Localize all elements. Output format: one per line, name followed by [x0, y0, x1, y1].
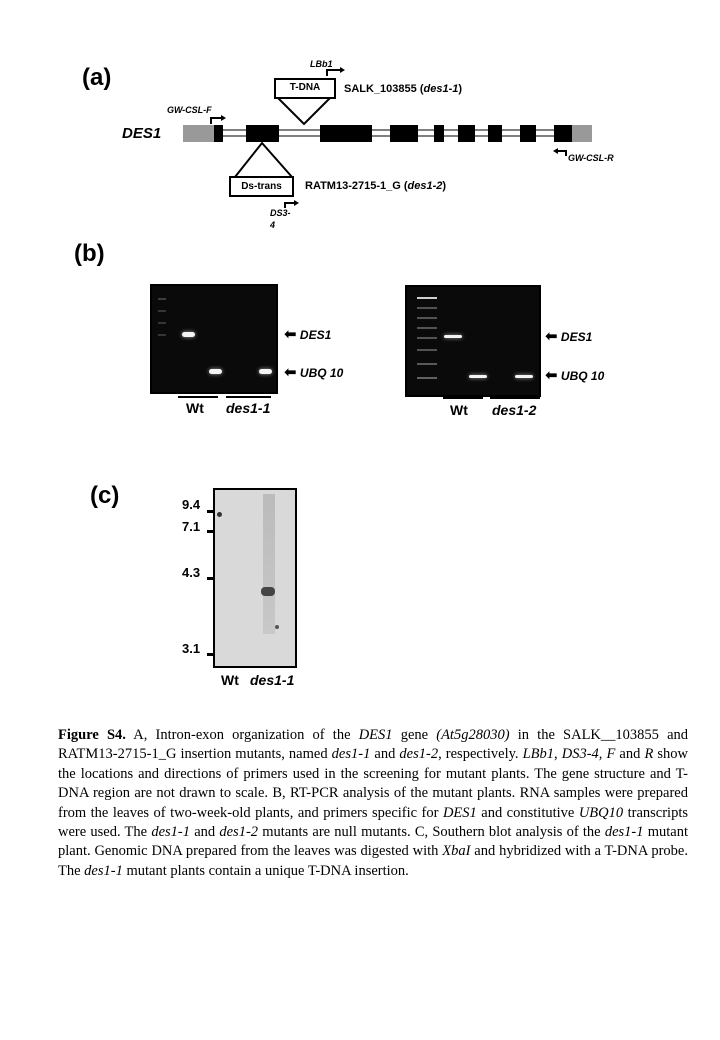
left-mut-label: des1-1 — [226, 400, 271, 416]
primer-ds3-label: DS3- 4 — [270, 208, 291, 230]
southern-band — [261, 587, 275, 596]
ds-box-label: Ds-trans — [241, 181, 282, 192]
exon-5 — [434, 125, 444, 142]
exon-1 — [214, 125, 223, 142]
exon-6 — [458, 125, 475, 142]
southern-mut-label: des1-1 — [250, 672, 295, 688]
right-mut-label: des1-2 — [492, 402, 537, 418]
lbb1-arrow-icon — [327, 70, 340, 76]
utr-5 — [183, 125, 216, 142]
left-wt-label: Wt — [186, 400, 204, 416]
exon-2 — [246, 125, 279, 142]
gw-csl-f-arrow-icon — [211, 118, 222, 124]
primer-f-label: GW-CSL-F — [167, 105, 212, 115]
right-wt-label: Wt — [450, 402, 468, 418]
gel-band-wt-ubq — [209, 369, 222, 374]
size-label-9-4: 9.4 — [182, 497, 201, 512]
ds-line-label: RATM13-2715-1_G (des1-2) — [305, 180, 447, 192]
utr-3 — [572, 125, 592, 142]
gw-csl-r-arrow-icon — [557, 151, 566, 156]
figure-caption: Figure S4. A, Intron-exon organization of the DES1 gene (At5g28030) in the SALK__103855 and RATM13-2715-1_G insertion mutants, named des1-1 and des1-2, respectively. LBb1, DS3-4, F and R show the locations and directions of primers used in the screening for mutant plants. The gene structure and T-DNA region are not drawn to scale. B, RT-PCR analysis of the mutant plants. RNA samples were prepared from the leaves of two-week-old plants, and primers specific for DES1 and constitutive UBQ10 transcripts were used. The des1-1 and des1-2 mutants are null mutants. C, Southern blot analysis of the des1-1 mutant plant. Genomic DNA prepared from the leaves was digested with XbaI and hybridized with a T-DNA probe. The des1-1 mutant plants contain a unique T-DNA insertion. — [58, 727, 689, 879]
exon-9 — [554, 125, 572, 142]
tdna-box-label: T-DNA — [289, 82, 321, 93]
tdna-line-label: SALK_103855 (des1-1) — [344, 83, 463, 95]
exon-7 — [488, 125, 502, 142]
size-label-4-3: 4.3 — [182, 565, 201, 580]
size-label-7-1: 7.1 — [182, 519, 201, 534]
left-ubq-arrow: ⬅ UBQ 10 — [284, 364, 344, 381]
southern-wt-label: Wt — [221, 672, 239, 688]
gel-band-wt-des1-right — [444, 335, 462, 338]
ds-insertion-triangle — [235, 143, 292, 177]
exon-4 — [390, 125, 418, 142]
gene-structure-diagram — [0, 0, 720, 240]
exon-3 — [320, 125, 372, 142]
right-ubq-arrow: ⬅ UBQ 10 — [545, 367, 605, 384]
left-des1-arrow: ⬅ DES1 — [284, 326, 332, 343]
panel-c-label: (c) — [90, 482, 120, 509]
gene-name-label: DES1 — [122, 125, 162, 142]
gel-band-mut-ubq — [259, 369, 272, 374]
panel-b-label: (b) — [74, 240, 105, 267]
primer-r-label: GW-CSL-R — [568, 153, 614, 163]
panel-a-label: (a) — [82, 64, 112, 91]
gel-band-wt-ubq-right — [469, 375, 487, 378]
southern-blot — [213, 488, 297, 668]
exon-8 — [520, 125, 536, 142]
primer-lbb1-label: LBb1 — [310, 59, 333, 69]
gel-band-wt-des1 — [182, 332, 195, 337]
rt-pcr-gel-left — [150, 284, 278, 394]
rt-pcr-gel-right — [405, 285, 541, 397]
size-label-3-1: 3.1 — [182, 641, 201, 656]
gel-band-mut-ubq-right — [515, 375, 533, 378]
right-des1-arrow: ⬅ DES1 — [545, 328, 593, 345]
tdna-insertion-triangle — [278, 98, 330, 124]
